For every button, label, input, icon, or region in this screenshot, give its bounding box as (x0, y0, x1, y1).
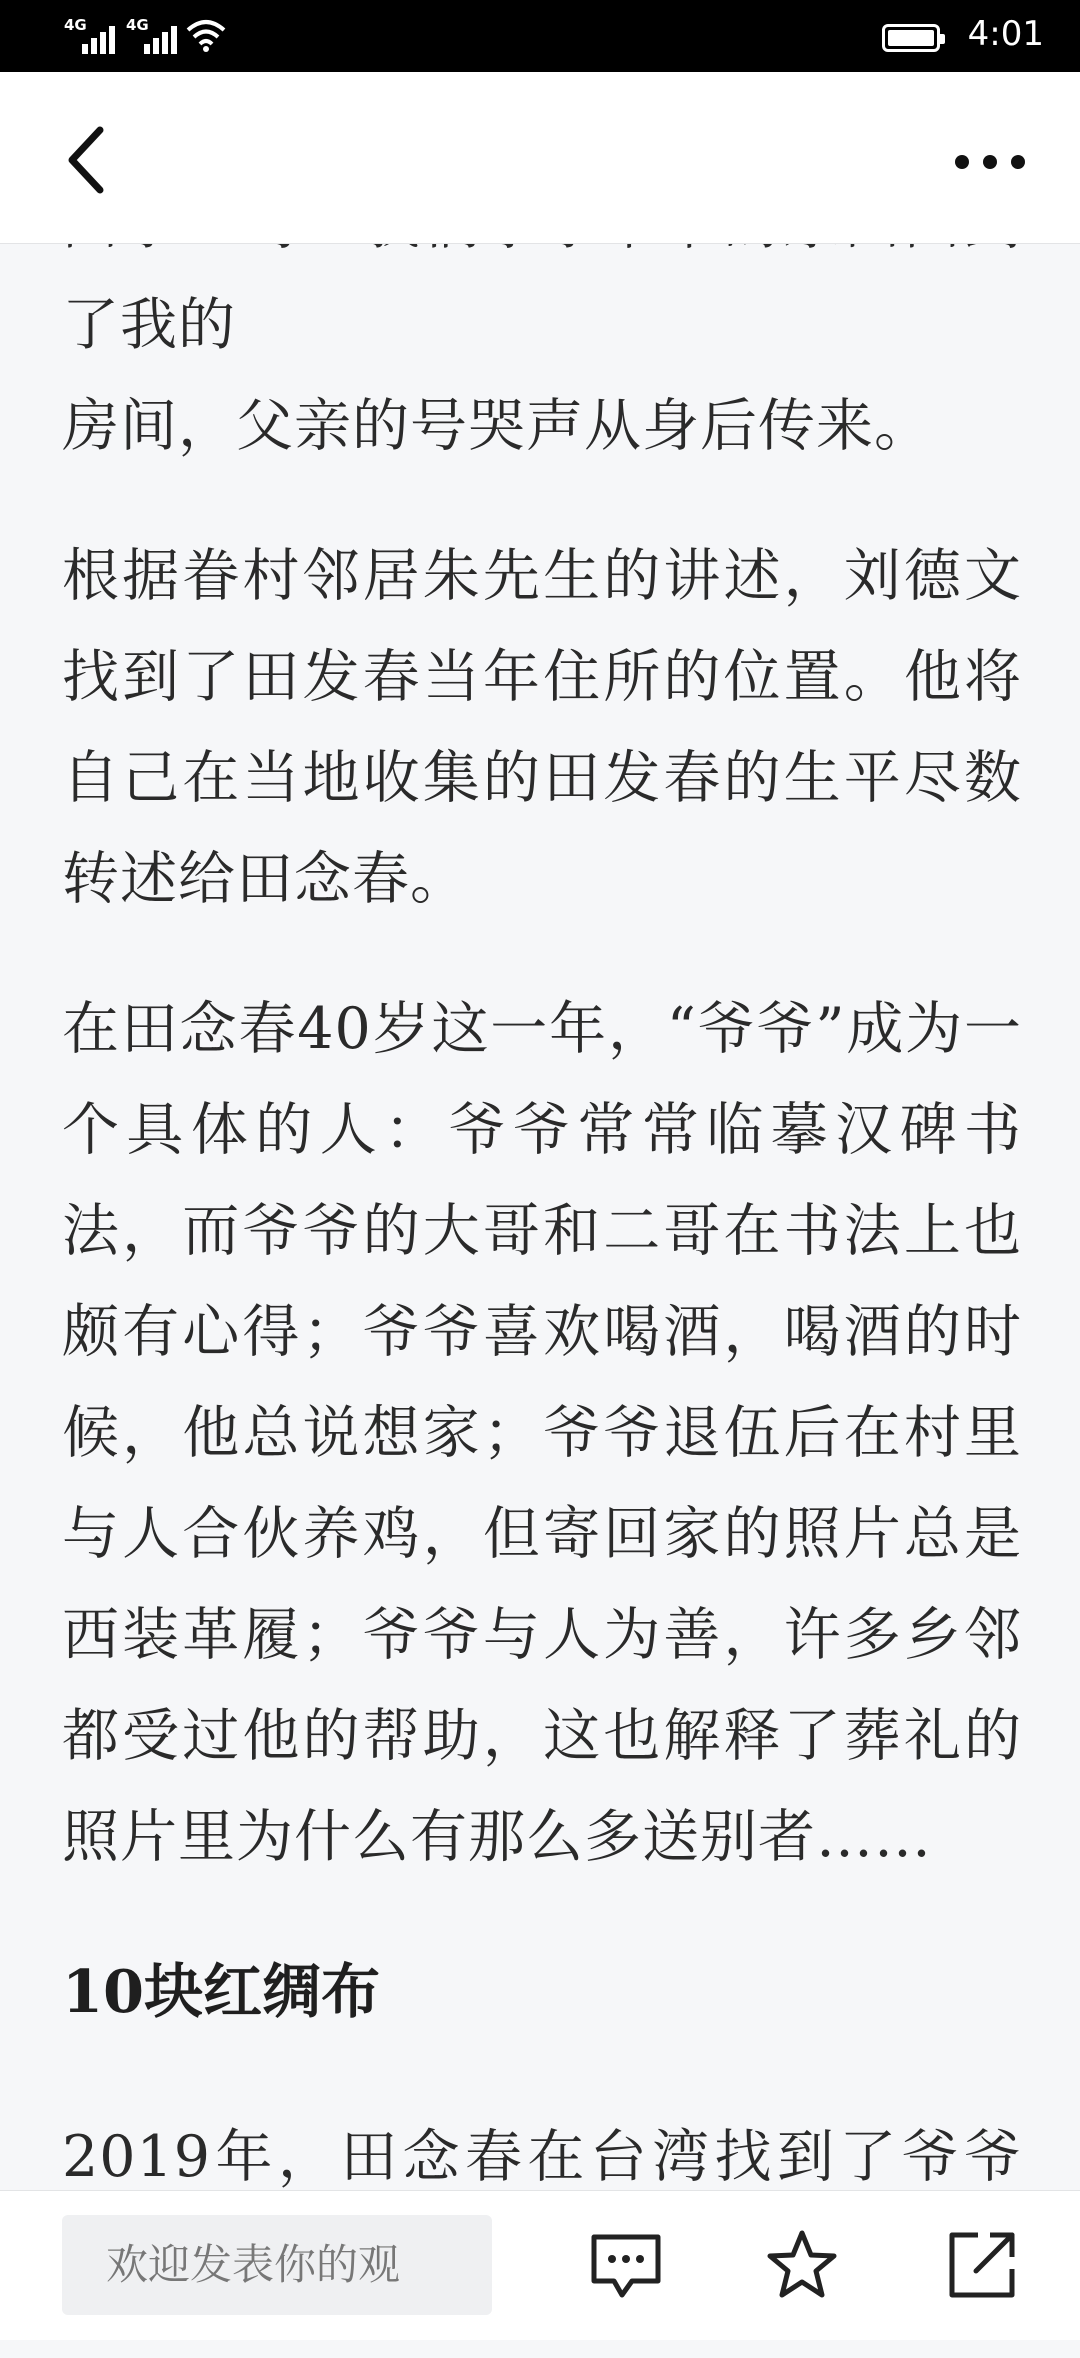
partial-line-top: 了我的 (62, 292, 236, 358)
comment-icon[interactable] (588, 2227, 664, 2303)
paragraph-3: 在田念春40岁这一年，“爷爷”成为一个具体的人：爷爷常常临摹汉碑书法，而爷爷的大哥和二哥在书法上也颇有心得；爷爷喜欢喝酒，喝酒的时候，他总说想家；爷爷退伍后在村里与人合伙养鸡，但寄回家的照片总是西装革履；爷爷与人为善，许多乡邻都受过他的帮助，这也解释了葬礼的照片里为什么有那么多送别者…… (62, 996, 1022, 1870)
partial-line-bottom: 2019年，田念春在台湾找到了爷爷 (62, 2124, 1022, 2190)
bottom-action-bar (0, 2190, 1080, 2340)
paragraph-1: 房间，父亲的号哭声从身后传来。 (62, 393, 932, 459)
status-time: 4:01 (967, 14, 1044, 54)
network-type-2: 4G (126, 16, 149, 34)
battery-icon (882, 24, 940, 52)
section-heading: 10块红绸布 (62, 1957, 381, 2026)
article-body (62, 174, 1022, 2358)
top-nav-bar (0, 72, 1080, 244)
paragraph-2: 根据眷村邻居朱先生的讲述，刘德文找到了田发春当年住所的位置。他将自己在当地收集的田发春的生平尽数转述给田念春。 (62, 543, 1022, 912)
article-content[interactable] (0, 244, 1080, 2190)
wifi-icon (186, 18, 226, 52)
status-bar (0, 0, 1080, 72)
share-icon[interactable] (944, 2227, 1020, 2303)
star-icon[interactable] (764, 2227, 840, 2303)
network-type-1: 4G (64, 16, 87, 34)
signal-bars-icon (82, 22, 122, 54)
comment-input[interactable]: 欢迎发表你的观 (62, 2215, 492, 2315)
back-arrow-icon[interactable] (58, 120, 118, 200)
signal-bars-icon (144, 22, 184, 54)
more-dots-icon[interactable] (950, 142, 1030, 182)
